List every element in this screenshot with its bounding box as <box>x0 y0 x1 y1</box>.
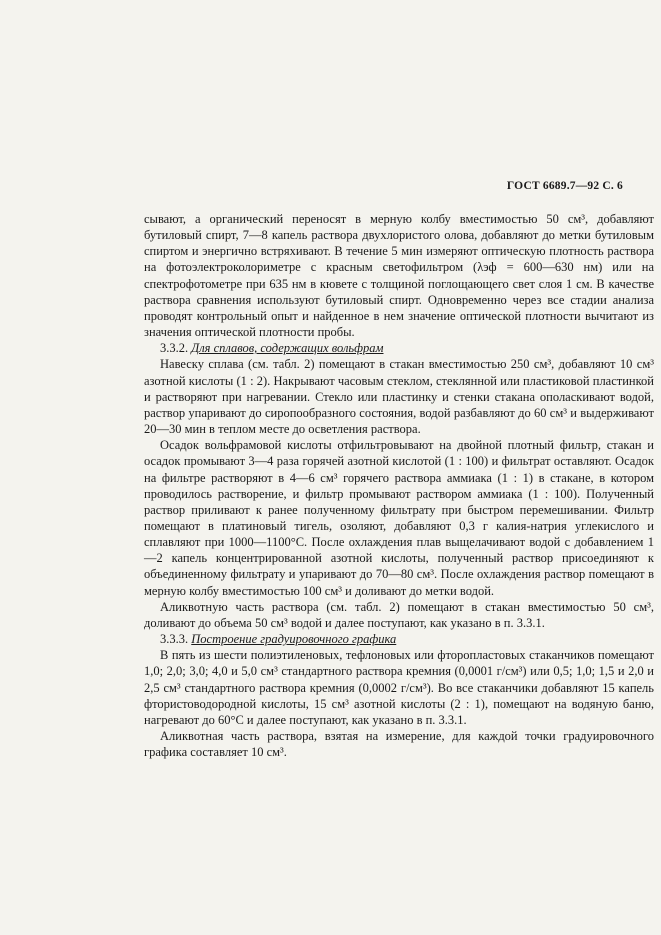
section-3-3-3-heading <box>144 631 654 647</box>
section-3-3-2-title: Для сплавов, содержащих вольфрам <box>191 341 384 356</box>
page-header-standard: ГОСТ 6689.7—92 С. 6 <box>506 180 623 192</box>
paragraph-3-3-1-continuation: сывают, а органический переносят в мерную колбу вместимостью 50 см³, добавляют бутиловый спирт, 7—8 капель раствора двухлористого олова, добавляют до метки бутиловым спиртом и энергично встряхивают. В течение 5 мин измеряют оптическую плотность раствора на фотоэлектроколориметре с красным светофильтром (λэф = 600—630 нм) или на спектрофотометре при 635 нм в кювете с толщиной поглощающего свет слоя 1 см. В качестве раствора сравнения используют бутиловый спирт. Одновременно через все стадии анализа проводят контрольный опыт и найденное в нем значение оптической плотности вычитают из значения оптической плотности пробы. <box>144 212 654 340</box>
paragraph-sample-dissolution: Навеску сплава (см. табл. 2) помещают в стакан вместимостью 250 см³, добавляют 10 см³ азотной кислоты (1 : 2). Накрывают часовым стеклом, стеклянной или пластиковой пластинкой и растворяют при нагревании. Стекло или пластинку и стенки стакана ополаскивают водой, раствор упаривают до сиропообразного состояния, водой разбавляют до 60 см³ и выдерживают 20—30 мин в теплом месте до осветления раствора. <box>144 357 654 437</box>
section-3-3-2-number: 3.3.2. <box>160 341 189 356</box>
section-3-3-3-number: 3.3.3. <box>160 632 189 647</box>
paragraph-tungsten-precipitate: Осадок вольфрамовой кислоты отфильтровывают на двойной плотный фильтр, стакан и осадок промывают 3—4 раза горячей азотной кислотой (1 : 100) и фильтрат оставляют. Осадок на фильтре растворяют в 4—6 см³ горячего раствора аммиака (1 : 1) в стакане, в котором проводилось растворение, и фильтр промывают раствором аммиака (1 : 100). Полученный раствор приливают к ранее полученному фильтрату при быстром перемешивании. Фильтр помещают в платиновый тигель, озоляют, добавляют 0,3 г калия-натрия углекислого и сплавляют при 1000—1100°С. После охлаждения плав выщелачивают водой с добавлением 1—2 капель концентрированной азотной кислоты, полученный раствор присоединяют к объединенному фильтрату и упаривают до 70—80 см³. После охлаждения раствор помещают в мерную колбу вместимостью 100 см³ и доливают до метки водой. <box>144 438 654 598</box>
paragraph-calibration-procedure: В пять из шести полиэтиленовых, тефлоновых или фторопластовых стаканчиков помещают 1,0; 2,0; 3,0; 4,0 и 5,0 см³ стандартного раствора кремния (0,0001 г/см³) или 0,5; 1,0; 1,5 и 2,0 и 2,5 см³ стандартного раствора кремния (0,0002 г/см³). Во все стаканчики добавляют 15 капель фтористоводородной кислоты, 15 см³ азотной кислоты (2 : 1), помещают на водяную баню, нагревают до 60°С и далее поступают, как указано в п. 3.3.1. <box>144 648 654 727</box>
document-body <box>144 211 654 760</box>
section-3-3-2-heading <box>144 340 654 356</box>
section-3-3-3-title: Построение градуировочного графика <box>191 632 397 647</box>
paragraph-aliquot: Аликвотную часть раствора (см. табл. 2) помещают в стакан вместимостью 50 см³, доливают до объема 50 см³ водой и далее поступают, как указано в п. 3.3.1. <box>144 599 654 630</box>
paragraph-calibration-aliquot: Аликвотная часть раствора, взятая на измерение, для каждой точки градуировочного графика составляет 10 см³. <box>144 729 654 760</box>
